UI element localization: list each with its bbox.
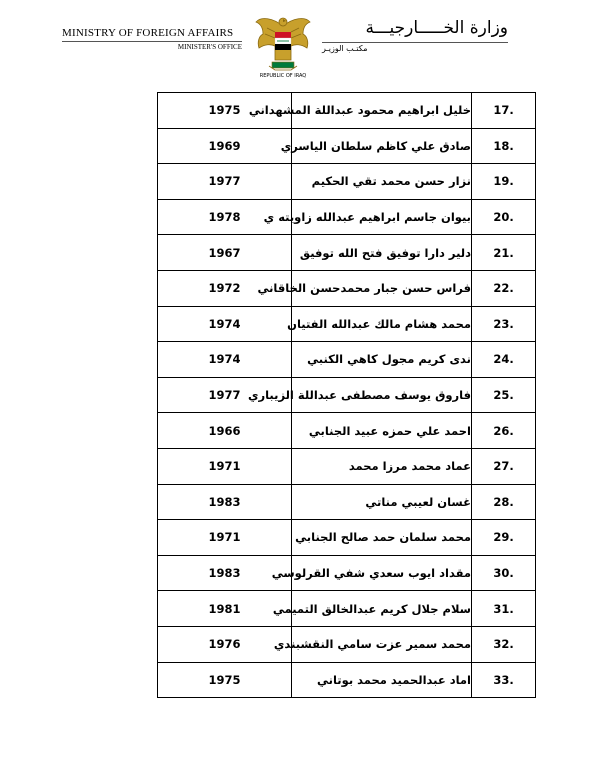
full-name-cell: محمد سلمان حمد صالح الجنابي [292,520,472,556]
birth-year-cell: 1974 [158,342,292,378]
birth-year-cell: 1978 [158,199,292,235]
full-name-cell: اماد عبدالحميد محمد بوتاني [292,662,472,698]
full-name-cell: دلير دارا توفيق فتح الله توفيق [292,235,472,271]
row-number-cell: 19. [472,164,536,200]
full-name-cell: احمد علي حمزه عبيد الجنابي [292,413,472,449]
full-name-cell: محمد هشام مالك عبدالله الفتيان [292,306,472,342]
office-name-english: MINISTER'S OFFICE [177,43,242,51]
names-table [157,92,536,698]
birth-year-cell: 1975 [158,662,292,698]
table-row [158,270,536,306]
emblem-caption: REPUBLIC OF IRAQ [259,73,307,79]
table-row [158,520,536,556]
birth-year-cell: 1981 [158,591,292,627]
birth-year-cell: 1971 [158,520,292,556]
row-number-cell: 21. [472,235,536,271]
row-number-cell: 27. [472,448,536,484]
row-number-cell: 23. [472,306,536,342]
table-row [158,591,536,627]
full-name-cell: مقداد ايوب سعدي شفي القرلوسي [292,555,472,591]
row-number-cell: 28. [472,484,536,520]
full-name-cell: خليل ابراهيم محمود عبداللة المشهداني [292,93,472,129]
full-name-cell: ندى كريم مجول كاهي الكنبي [292,342,472,378]
row-number-cell: 25. [472,377,536,413]
row-number-cell: 33. [472,662,536,698]
birth-year-cell: 1967 [158,235,292,271]
birth-year-cell: 1983 [158,555,292,591]
table-row [158,448,536,484]
table-row [158,555,536,591]
row-number-cell: 29. [472,520,536,556]
table-row [158,235,536,271]
row-number-cell: 31. [472,591,536,627]
table-row [158,93,536,129]
birth-year-cell: 1977 [158,377,292,413]
full-name-cell: فراس حسن جبار محمدحسن الخاقاني [292,270,472,306]
arabic-divider [322,42,508,43]
iraq-eagle-emblem-icon [253,12,313,80]
ministry-name-english: MINISTRY OF FOREIGN AFFAIRS [62,27,234,39]
birth-year-cell: 1974 [158,306,292,342]
row-number-cell: 32. [472,626,536,662]
birth-year-cell: 1966 [158,413,292,449]
row-number-cell: 20. [472,199,536,235]
birth-year-cell: 1983 [158,484,292,520]
birth-year-cell: 1977 [158,164,292,200]
letterhead [0,0,589,90]
row-number-cell: 22. [472,270,536,306]
table-row [158,662,536,698]
birth-year-cell: 1969 [158,128,292,164]
full-name-cell: سلام جلال كريم عبدالخالق التميمي [292,591,472,627]
names-table-body [158,93,536,698]
full-name-cell: غسان لعيبي مناتي [292,484,472,520]
birth-year-cell: 1975 [158,93,292,129]
full-name-cell: محمد سمير عزت سامي النقشبندي [292,626,472,662]
ministry-name-arabic: وزارة الخـــــارجيـــة [365,18,508,38]
full-name-cell: فاروق يوسف مصطفى عبداللة الزيباري [292,377,472,413]
table-row [158,164,536,200]
table-row [158,199,536,235]
table-row [158,626,536,662]
table-row [158,484,536,520]
row-number-cell: 18. [472,128,536,164]
full-name-cell: نزار حسن محمد تقي الحكيم [292,164,472,200]
full-name-cell: عماد محمد مرزا محمد [292,448,472,484]
english-divider [62,41,242,42]
table-row [158,342,536,378]
table-row [158,377,536,413]
row-number-cell: 26. [472,413,536,449]
birth-year-cell: 1976 [158,626,292,662]
table-row [158,413,536,449]
table-row [158,128,536,164]
row-number-cell: 17. [472,93,536,129]
row-number-cell: 24. [472,342,536,378]
row-number-cell: 30. [472,555,536,591]
full-name-cell: صادق علي كاظم سلطان الياسري [292,128,472,164]
office-name-arabic: مكتـب الوزيـر [322,44,368,53]
table-row [158,306,536,342]
full-name-cell: بيوان جاسم ابراهيم عبدالله زاويته ي [292,199,472,235]
birth-year-cell: 1971 [158,448,292,484]
birth-year-cell: 1972 [158,270,292,306]
